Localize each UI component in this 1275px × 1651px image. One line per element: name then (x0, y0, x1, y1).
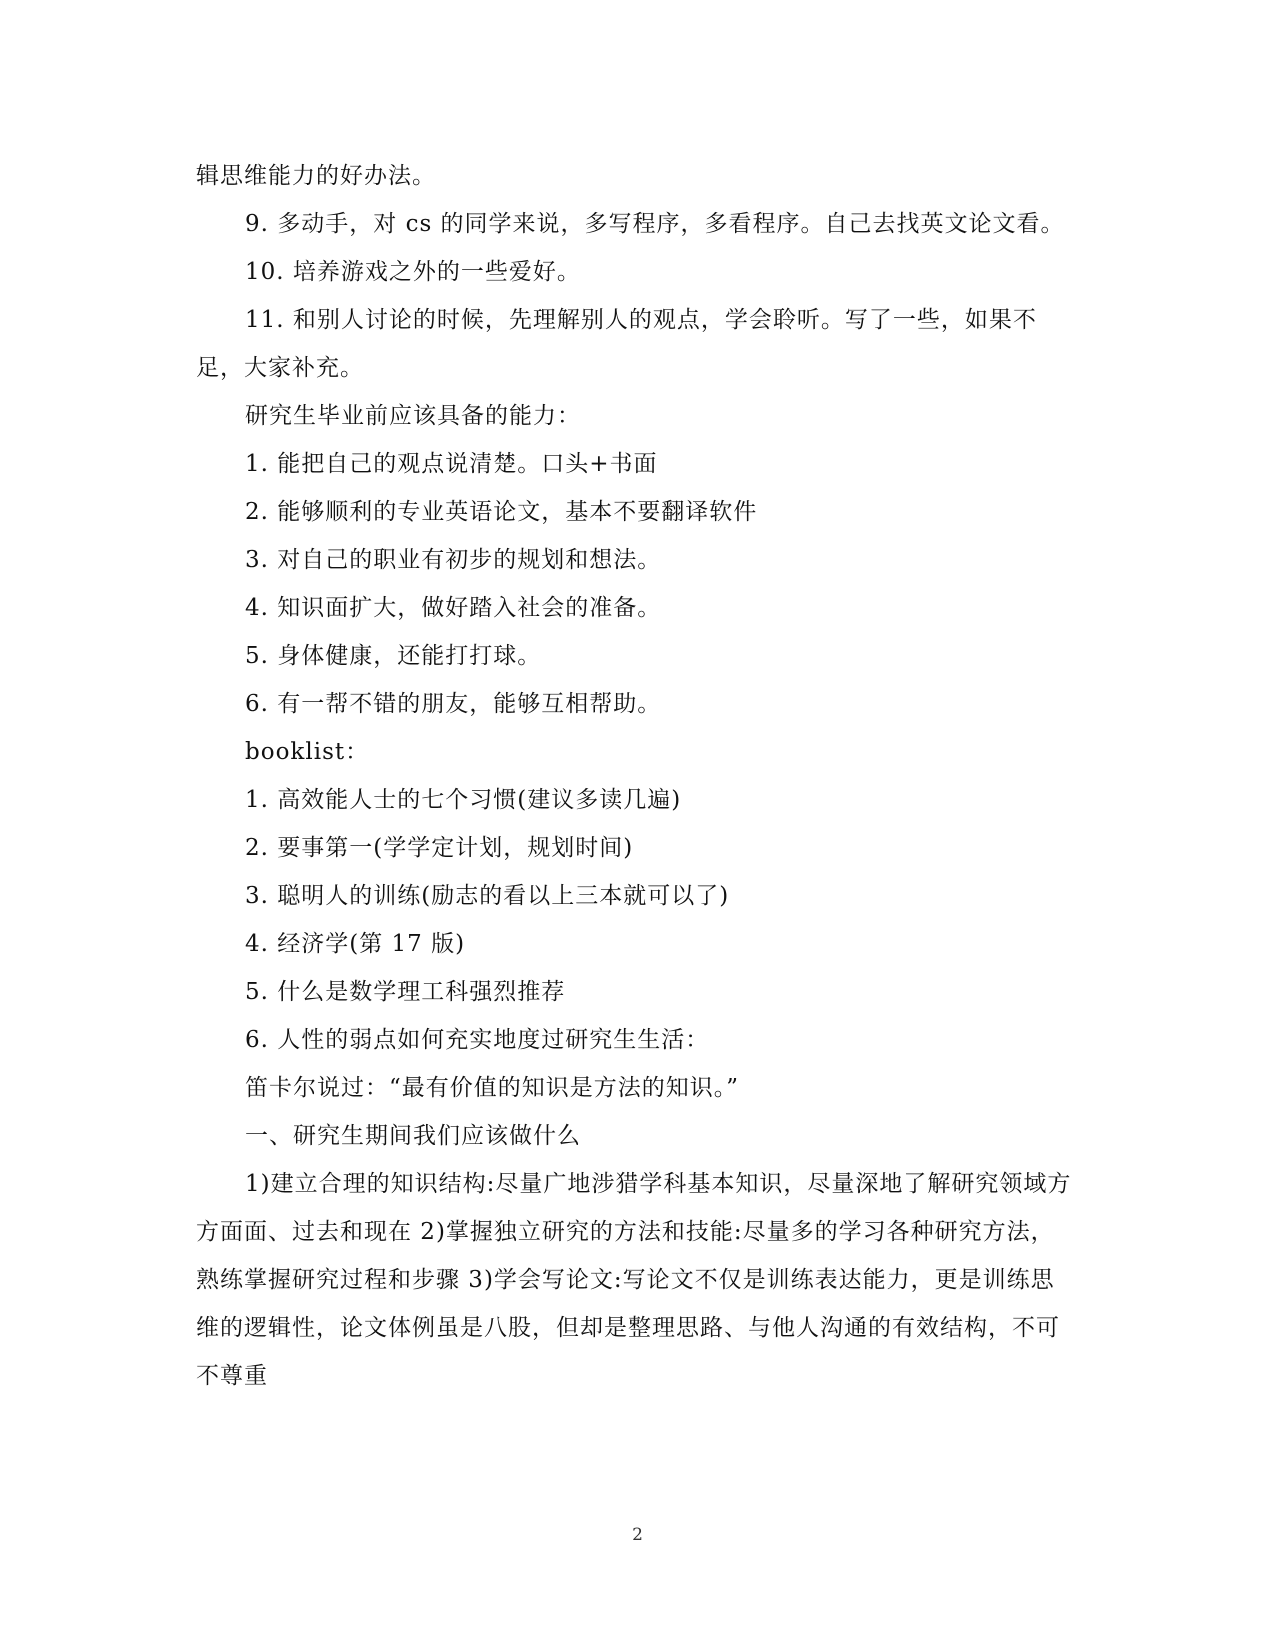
ability-item-1: 1. 能把自己的观点说清楚。口头+书面 (245, 451, 658, 477)
paragraph-item-9: 9. 多动手，对 cs 的同学来说，多写程序，多看程序。自己去找英文论文看。 (245, 211, 1065, 237)
ability-item-3: 3. 对自己的职业有初步的规划和想法。 (245, 547, 662, 573)
section-heading-abilities: 研究生毕业前应该具备的能力： (245, 403, 581, 429)
book-item-1: 1. 高效能人士的七个习惯(建议多读几遍) (245, 787, 682, 813)
book-item-6: 6. 人性的弱点如何充实地度过研究生生活： (245, 1027, 710, 1053)
paragraph-continuation: 辑思维能力的好办法。 (196, 163, 436, 189)
book-item-5: 5. 什么是数学理工科强烈推荐 (245, 979, 566, 1005)
section-heading-one: 一、研究生期间我们应该做什么 (245, 1123, 581, 1149)
book-item-4: 4. 经济学(第 17 版) (245, 931, 466, 957)
ability-item-2: 2. 能够顺利的专业英语论文，基本不要翻译软件 (245, 499, 758, 525)
ability-item-4: 4. 知识面扩大，做好踏入社会的准备。 (245, 595, 662, 621)
quote-paragraph: 笛卡尔说过：“最有价值的知识是方法的知识。” (245, 1075, 740, 1101)
paragraph-item-11: 11. 和别人讨论的时候，先理解别人的观点，学会聆听。写了一些，如果不足，大家补充。 (196, 307, 1037, 381)
document-body (196, 152, 1076, 1400)
body-paragraph: 1)建立合理的知识结构:尽量广地涉猎学科基本知识，尽量深地了解研究领域方方面面、过去和现在 2)掌握独立研究的方法和技能:尽量多的学习各种研究方法，熟练掌握研究过程和步骤 3)学会写论文:写论文不仅是训练表达能力，更是训练思维的逻辑性，论文体例虽是八股，但却是整理思路、与他人沟通的有效结构，不可不尊重 (196, 1171, 1072, 1389)
paragraph-item-10: 10. 培养游戏之外的一些爱好。 (245, 259, 581, 285)
page-number: 2 (632, 1525, 643, 1545)
book-item-2: 2. 要事第一(学学定计划，规划时间) (245, 835, 634, 861)
ability-item-5: 5. 身体健康，还能打打球。 (245, 643, 542, 669)
book-item-3: 3. 聪明人的训练(励志的看以上三本就可以了) (245, 883, 730, 909)
section-heading-booklist: booklist： (245, 739, 370, 765)
ability-item-6: 6. 有一帮不错的朋友，能够互相帮助。 (245, 691, 662, 717)
